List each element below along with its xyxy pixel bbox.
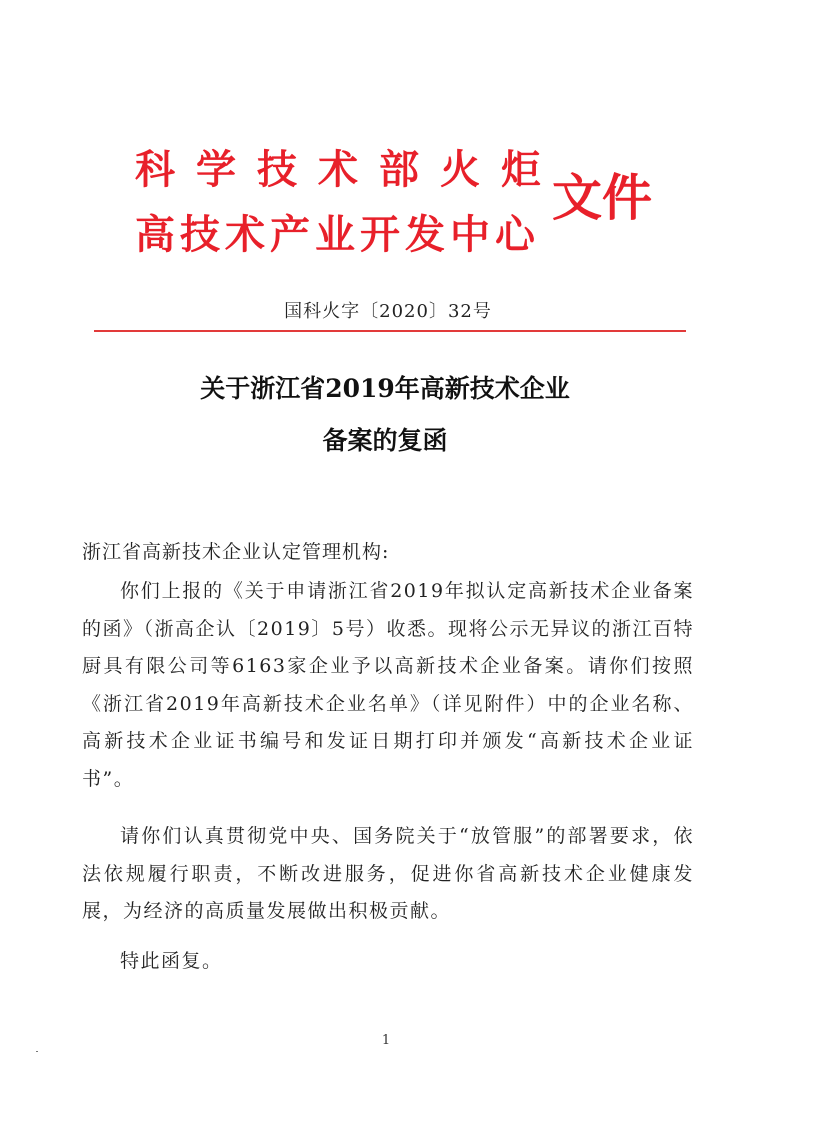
salutation: 浙江省高新技术企业认定管理机构: <box>82 541 390 563</box>
body-paragraph-1: 你们上报的《关于申请浙江省2019年拟认定高新技术企业备案的函》（浙高企认〔2019〕5号）收悉。现将公示无异议的浙江百特厨具有限公司等6163家企业予以高新技术企业备案。请你们按照《浙江省2019年高新技术企业名单》（详见附件）中的企业名称、高新技术企业证书编号和发证日期打印并颁发“高新技术企业证书”。 <box>82 580 694 790</box>
page-number: 1 <box>381 1033 391 1048</box>
document-type-label: 文件 <box>552 168 652 227</box>
document-number: 国科火字〔2020〕32号 <box>284 301 492 322</box>
issuer-name-line2: 高技术产业开发中心 <box>135 211 540 258</box>
issuer-name-line1: 科学技术部火炬 <box>135 146 562 193</box>
document-title-line1: 关于浙江省2019年高新技术企业 <box>200 374 570 403</box>
document-title-line2: 备案的复函 <box>322 426 448 455</box>
body-paragraph-2: 请你们认真贯彻党中央、国务院关于“放管服”的部署要求，依法依规履行职责，不断改进服务，促进你省高新技术企业健康发展，为经济的高质量发展做出积极贡献。 <box>82 825 694 922</box>
scan-speck <box>36 1051 38 1052</box>
body-paragraph-3: 特此函复。 <box>120 950 223 972</box>
red-divider-line <box>94 330 686 332</box>
